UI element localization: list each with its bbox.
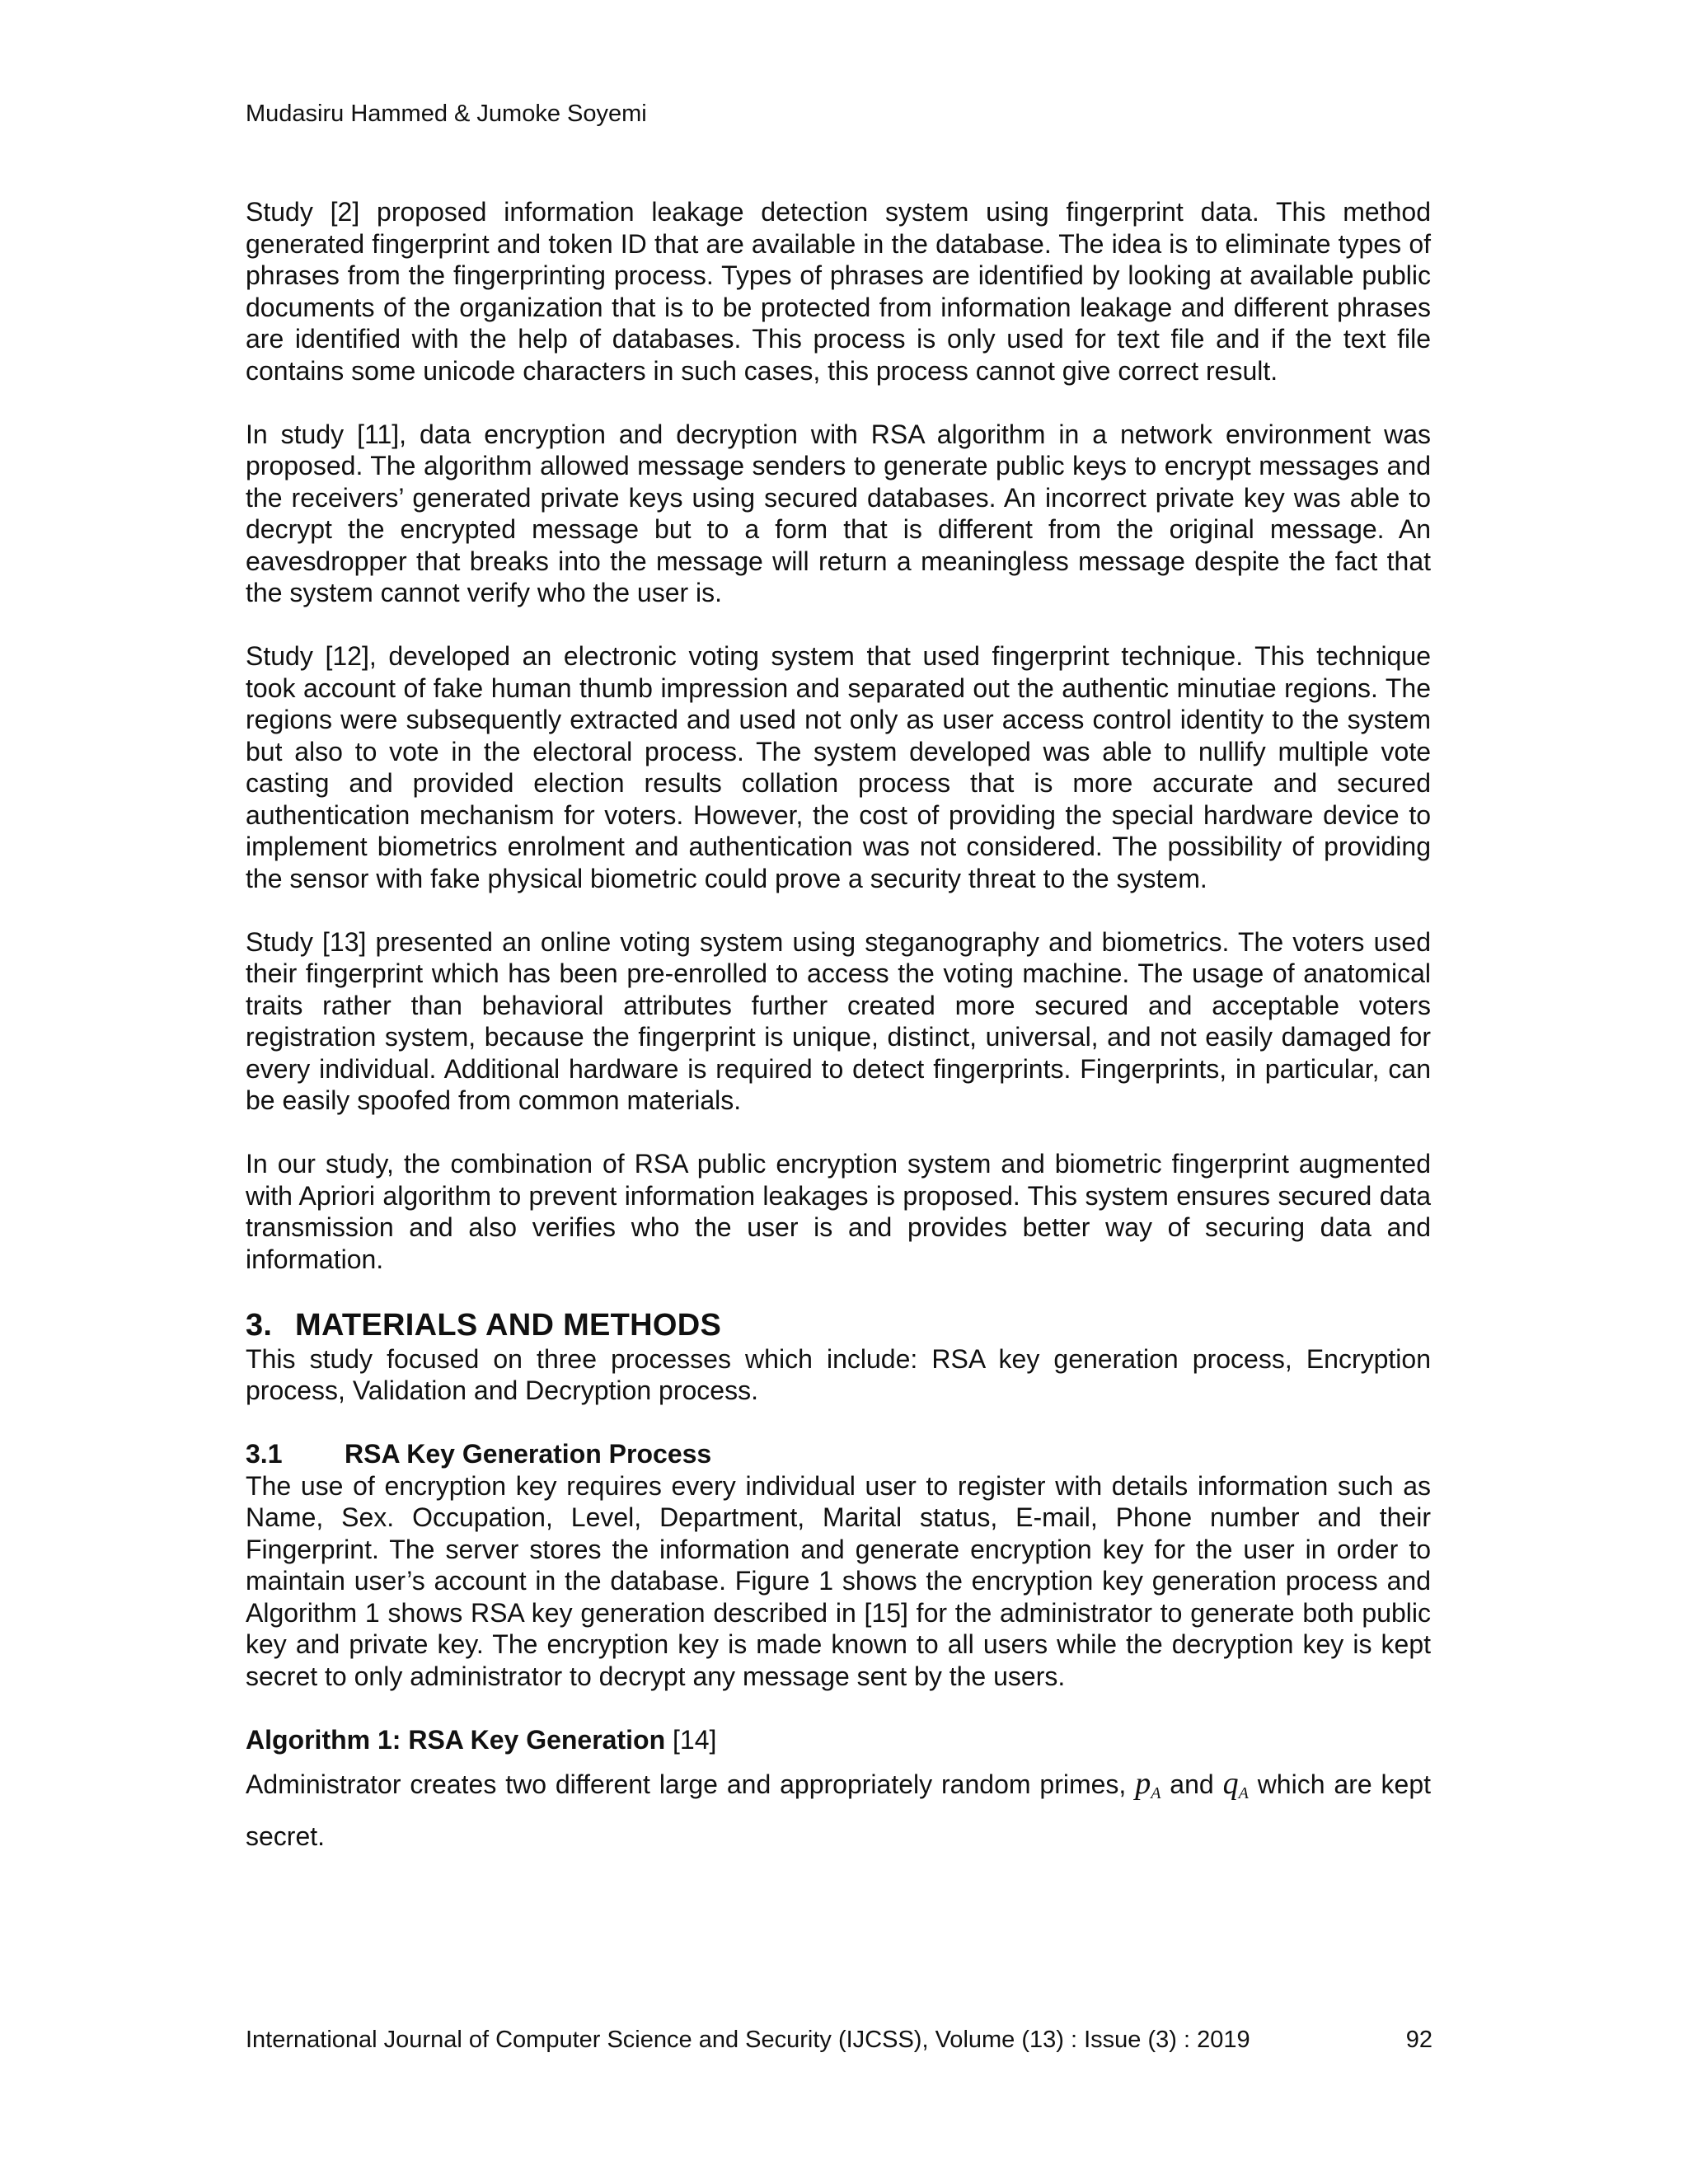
- algorithm-heading: [246, 1724, 1431, 1756]
- section-heading-materials-methods: [246, 1307, 1431, 1343]
- subsection-body-paragraph: The use of encryption key requires every individual user to register with details information such as Name, Sex. Occupation, Level, Department, Marital status, E-mail, Phone number and their Fingerprint. The server stores the information and generate encryption key for the user in order to maintain user’s account in the database. Figure 1 shows the encryption key generation process and Algorithm 1 shows RSA key generation described in [15] for the administrator to generate both public key and private key. The encryption key is made known to all users while the decryption key is kept secret to only administrator to decrypt any message sent by the users.: [246, 1470, 1431, 1691]
- running-footer-journal: International Journal of Computer Science and Security (IJCSS), Volume (13) : Issue (3) : 2019: [246, 2027, 1250, 2053]
- section-title: MATERIALS AND METHODS: [295, 1307, 722, 1343]
- section-number: 3.: [246, 1307, 273, 1343]
- page-content: [246, 196, 1431, 1858]
- subsection-number: 3.1: [246, 1439, 283, 1469]
- page-number: 92: [1405, 2027, 1432, 2053]
- prime-p-variable: $p_A$: [1135, 1766, 1161, 1802]
- algorithm-and-word: and: [1160, 1769, 1223, 1799]
- paragraph-study-12: Study [12], developed an electronic voting system that used fingerprint technique. This technique took account of fake human thumb impression and separated out the authentic minutiae regions. The regions were subsequently extracted and used not only as user access control identity to the system but also to vote in the electoral process. The system developed was able to nullify multiple vote casting and provided election results collation process that is more accurate and secured authentication mechanism for voters. However, the cost of providing the special hardware device to implement biometrics enrolment and authentication was not considered. The possibility of providing the sensor with fake physical biometric could prove a security threat to the system.: [246, 641, 1431, 893]
- prime-q-variable: $q_A$: [1222, 1766, 1249, 1802]
- paragraph-study-13: Study [13] presented an online voting system using steganography and biometrics. The voters used their fingerprint which has been pre-enrolled to access the voting machine. The usage of anatomical traits rather than behavioral attributes further created more secured and acceptable voters registration system, because the fingerprint is unique, distinct, universal, and not easily damaged for every individual. Additional hardware is required to detect fingerprints. Fingerprints, in particular, can be easily spoofed from common materials.: [246, 926, 1431, 1115]
- paragraph-our-study: In our study, the combination of RSA public encryption system and biometric fingerprint augmented with Apriori algorithm to prevent information leakages is proposed. This system ensures secured data transmission and also verifies who the user is and provides better way of securing data and information.: [246, 1149, 1431, 1274]
- algorithm-step-text: [246, 1762, 1431, 1858]
- section-intro-paragraph: This study focused on three processes which include: RSA key generation process, Encryption process, Validation and Decryption process.: [246, 1343, 1431, 1405]
- paragraph-study-11: In study [11], data encryption and decryption with RSA algorithm in a network environment was proposed. The algorithm allowed message senders to generate public keys to encrypt messages and the receivers’ generated private keys using secured databases. An incorrect private key was able to decrypt the encrypted message but to a form that is different from the original message. An eavesdropper that breaks into the message will return a meaningless message despite the fact that the system cannot verify who the user is.: [246, 419, 1431, 607]
- running-header-authors: Mudasiru Hammed & Jumoke Soyemi: [246, 101, 647, 127]
- subsection-title: RSA Key Generation Process: [345, 1439, 712, 1469]
- algorithm-title: Algorithm 1: RSA Key Generation: [246, 1724, 666, 1755]
- subsection-heading-rsa-key-generation: [246, 1438, 1431, 1470]
- algorithm-text-after: which are kept secret.: [246, 1769, 1432, 1851]
- algorithm-citation: [14]: [665, 1724, 717, 1755]
- paragraph-study-2: Study [2] proposed information leakage detection system using fingerprint data. This method generated fingerprint and token ID that are available in the database. The idea is to eliminate types of phrases from the fingerprinting process. Types of phrases are identified by looking at available public documents of the organization that is to be protected from information leakage and different phrases are identified with the help of databases. This process is only used for text file and if the text file contains some unicode characters in such cases, this process cannot give correct result.: [246, 197, 1431, 386]
- algorithm-text-before: Administrator creates two different large and appropriately random primes,: [246, 1769, 1136, 1799]
